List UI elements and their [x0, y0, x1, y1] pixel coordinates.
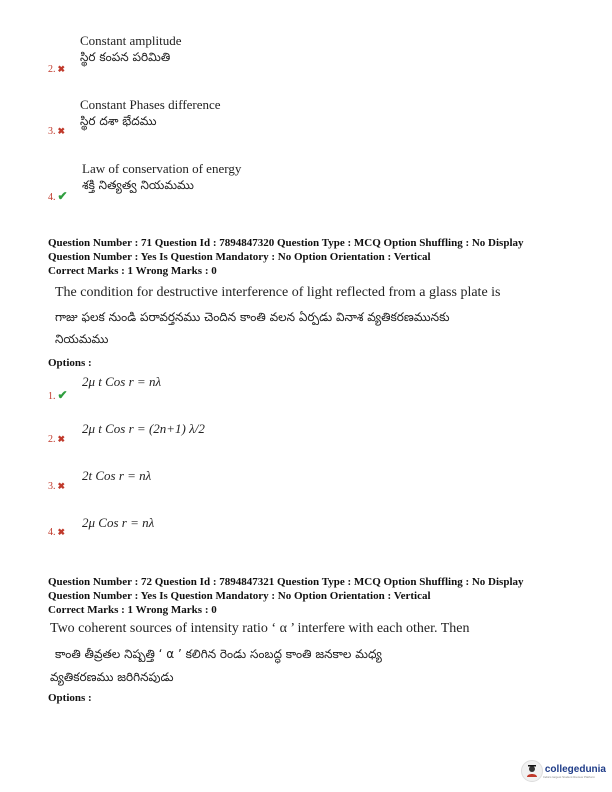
- q71-option-1-number: 1. ✔: [48, 388, 68, 402]
- wrong-icon: ✖: [57, 527, 66, 537]
- q71-option-1-text: 2μ t Cos r = nλ: [82, 374, 162, 389]
- correct-check-icon: ✔: [57, 388, 68, 402]
- q71-option-2-text: 2μ t Cos r = (2n+1) λ/2: [82, 421, 205, 436]
- q72-english-text: Two coherent sources of intensity ratio ‘ α ’ interfere with each other. Then: [50, 621, 470, 636]
- q71-meta-line-1: Question Number : 71 Question Id : 7894847320 Question Type : MCQ Option Shuffling : No Display: [48, 237, 524, 249]
- logo-subtitle: India's largest Student Review Platform: [542, 774, 596, 779]
- q71-meta-line-2: Question Number : Yes Is Question Mandatory : No Option Orientation : Vertical: [48, 251, 431, 263]
- q71-option-4-text: 2μ Cos r = nλ: [82, 515, 155, 530]
- q71-options-label: Options :: [48, 357, 92, 369]
- prev-option-3-telugu: స్థిర దశా భేదము: [80, 114, 157, 128]
- q71-option-3-text: 2t Cos r = nλ: [82, 468, 152, 483]
- q71-telugu-text-line-2: నియమము: [55, 332, 109, 346]
- prev-option-2-telugu: స్థిర కంపన పరిమితి: [80, 50, 171, 64]
- q72-meta-line-3: Correct Marks : 1 Wrong Marks : 0: [48, 604, 217, 616]
- correct-check-icon: ✔: [57, 189, 68, 203]
- wrong-icon: ✖: [57, 481, 66, 491]
- logo-text: collegedunia: [544, 763, 606, 775]
- wrong-icon: ✖: [57, 434, 66, 444]
- prev-option-3-english: Constant Phases difference: [80, 97, 221, 112]
- collegedunia-logo: [521, 760, 606, 782]
- q71-option-3-number: 3. ✖: [48, 481, 66, 492]
- q72-meta-line-1: Question Number : 72 Question Id : 7894847321 Question Type : MCQ Option Shuffling : No Display: [48, 576, 524, 588]
- prev-option-3-number: 3. ✖: [48, 126, 66, 137]
- prev-option-4-number: 4. ✔: [48, 189, 68, 203]
- prev-option-2-english: Constant amplitude: [80, 33, 182, 48]
- wrong-icon: ✖: [57, 64, 66, 74]
- graduate-avatar-icon: [521, 760, 543, 782]
- q71-english-text: The condition for destructive interference of light reflected from a glass plate is: [55, 285, 501, 300]
- q71-meta-line-3: Correct Marks : 1 Wrong Marks : 0: [48, 265, 217, 277]
- q71-option-4-number: 4. ✖: [48, 527, 66, 538]
- prev-option-4-telugu: శక్తి నిత్యత్వ నియమము: [82, 178, 194, 192]
- q72-telugu-text-line-1: కాంతి తీవ్రతల నిష్పత్తి ‘ α ’ కలిగిన రెండు సంబద్ధ కాంతి జనకాల మధ్య: [55, 647, 382, 661]
- prev-option-2-number: 2. ✖: [48, 64, 66, 75]
- q71-telugu-text-line-1: గాజు ఫలక నుండి పరావర్తనము చెందిన కాంతి వలన ఏర్పడు వినాశ వ్యతికరణమునకు: [55, 310, 450, 324]
- q71-option-2-number: 2. ✖: [48, 434, 66, 445]
- wrong-icon: ✖: [57, 126, 66, 136]
- q72-options-label: Options :: [48, 692, 92, 704]
- q72-meta-line-2: Question Number : Yes Is Question Mandatory : No Option Orientation : Vertical: [48, 590, 431, 602]
- prev-option-4-english: Law of conservation of energy: [82, 161, 242, 176]
- q72-telugu-text-line-2: వ్యతికరణము జరిగినపుడు: [50, 670, 174, 684]
